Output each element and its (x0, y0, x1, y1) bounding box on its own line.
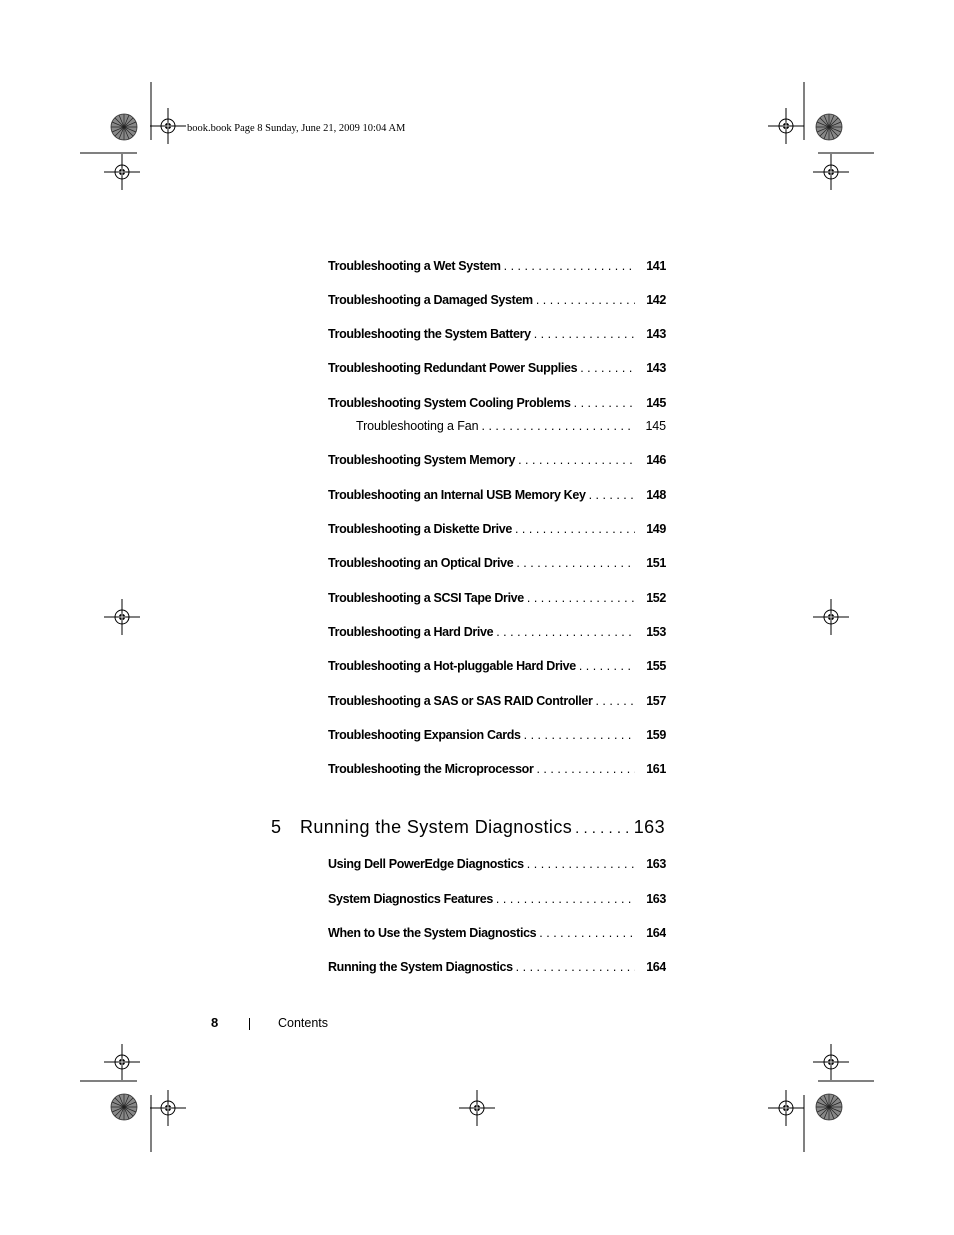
toc-entry-page: 143 (646, 327, 666, 341)
toc-entry-page: 143 (646, 361, 666, 375)
leader-dots (589, 488, 635, 502)
toc-entry-title: Troubleshooting a Hard Drive (328, 625, 494, 639)
toc-entry-page: 142 (646, 293, 666, 307)
toc-entry-page: 164 (646, 960, 666, 974)
toc-entry-title: Using Dell PowerEdge Diagnostics (328, 857, 524, 871)
leader-dots (534, 327, 635, 341)
leader-dots (527, 591, 635, 605)
footer-divider (249, 1018, 250, 1030)
toc-entry-title: Troubleshooting an Optical Drive (328, 556, 514, 570)
leader-dots (580, 361, 635, 375)
toc-entry[interactable] (328, 591, 666, 609)
leader-dots (504, 259, 635, 273)
leader-dots (516, 960, 635, 974)
chapter-title: Running the System Diagnostics (300, 817, 573, 837)
print-slug: book.book Page 8 Sunday, June 21, 2009 10:04 AM (187, 123, 406, 134)
toc-entry-page: 163 (646, 857, 666, 871)
toc-entry[interactable] (328, 361, 666, 379)
leader-dots (524, 728, 635, 742)
toc-entry[interactable] (328, 293, 666, 311)
toc-entry-title: Troubleshooting a SCSI Tape Drive (328, 591, 524, 605)
toc-entry-title: Troubleshooting the Microprocessor (328, 762, 534, 776)
leader-dots (527, 857, 635, 871)
leader-dots (575, 820, 631, 837)
leader-dots (595, 694, 635, 708)
toc-subentry[interactable] (356, 419, 666, 437)
toc-entry[interactable] (328, 926, 666, 944)
toc-entry-title: Running the System Diagnostics (328, 960, 513, 974)
toc-entry[interactable] (328, 659, 666, 677)
toc-entry-title: Troubleshooting a Wet System (328, 259, 501, 273)
toc-entry-page: 151 (646, 556, 666, 570)
toc-entry[interactable] (328, 857, 666, 875)
toc-entry-page: 145 (646, 396, 666, 410)
toc-entry-title: Troubleshooting Redundant Power Supplies (328, 361, 578, 375)
toc-entry-page: 161 (646, 762, 666, 776)
toc-entry[interactable] (328, 453, 666, 471)
toc-entry[interactable] (328, 396, 666, 414)
leader-dots (482, 419, 635, 433)
toc-entry-title: Troubleshooting a SAS or SAS RAID Controller (328, 694, 593, 708)
leader-dots (539, 926, 635, 940)
toc-entry-page: 163 (646, 892, 666, 906)
toc-entry[interactable] (328, 960, 666, 978)
leader-dots (518, 453, 635, 467)
toc-entry[interactable] (328, 892, 666, 910)
leader-dots (496, 625, 635, 639)
toc-entry-page: 141 (646, 259, 666, 273)
toc-entry-title: Troubleshooting the System Battery (328, 327, 531, 341)
toc-entry-page: 149 (646, 522, 666, 536)
toc-entry-page: 159 (646, 728, 666, 742)
toc-entry-page: 157 (646, 694, 666, 708)
toc-entry-page: 145 (645, 419, 666, 433)
leader-dots (536, 762, 635, 776)
leader-dots (516, 556, 635, 570)
toc-entry-page: 155 (646, 659, 666, 673)
leader-dots (496, 892, 635, 906)
toc-entry-page: 152 (646, 591, 666, 605)
toc-entry[interactable] (328, 694, 666, 712)
toc-entry-page: 164 (646, 926, 666, 940)
toc-entry-title: Troubleshooting Expansion Cards (328, 728, 521, 742)
toc-entry[interactable] (328, 556, 666, 574)
toc-entry-title: Troubleshooting a Diskette Drive (328, 522, 512, 536)
toc-entry[interactable] (328, 762, 666, 780)
toc-chapter-heading[interactable] (271, 817, 665, 841)
toc-entry[interactable] (328, 522, 666, 540)
toc-entry-title: Troubleshooting an Internal USB Memory Key (328, 488, 586, 502)
toc-entry-title: System Diagnostics Features (328, 892, 493, 906)
leader-dots (574, 396, 635, 410)
toc-entry[interactable] (328, 488, 666, 506)
footer-page-number: 8 (211, 1015, 219, 1030)
toc-entry[interactable] (328, 259, 666, 277)
leader-dots (515, 522, 635, 536)
toc-entry-title: Troubleshooting a Damaged System (328, 293, 533, 307)
toc-entry[interactable] (328, 625, 666, 643)
toc-entry-title: Troubleshooting System Cooling Problems (328, 396, 571, 410)
toc-entry[interactable] (328, 728, 666, 746)
toc-entry-title: Troubleshooting a Fan (356, 419, 479, 433)
chapter-page: 163 (633, 817, 665, 837)
chapter-number: 5 (271, 817, 282, 837)
leader-dots (536, 293, 635, 307)
leader-dots (579, 659, 635, 673)
toc-entry[interactable] (328, 327, 666, 345)
toc-entry-page: 148 (646, 488, 666, 502)
toc-entry-page: 146 (646, 453, 666, 467)
footer-section-label: Contents (278, 1016, 329, 1030)
toc-entry-page: 153 (646, 625, 666, 639)
toc-entry-title: Troubleshooting System Memory (328, 453, 516, 467)
toc-entry-title: When to Use the System Diagnostics (328, 926, 537, 940)
toc-entry-title: Troubleshooting a Hot-pluggable Hard Drive (328, 659, 576, 673)
